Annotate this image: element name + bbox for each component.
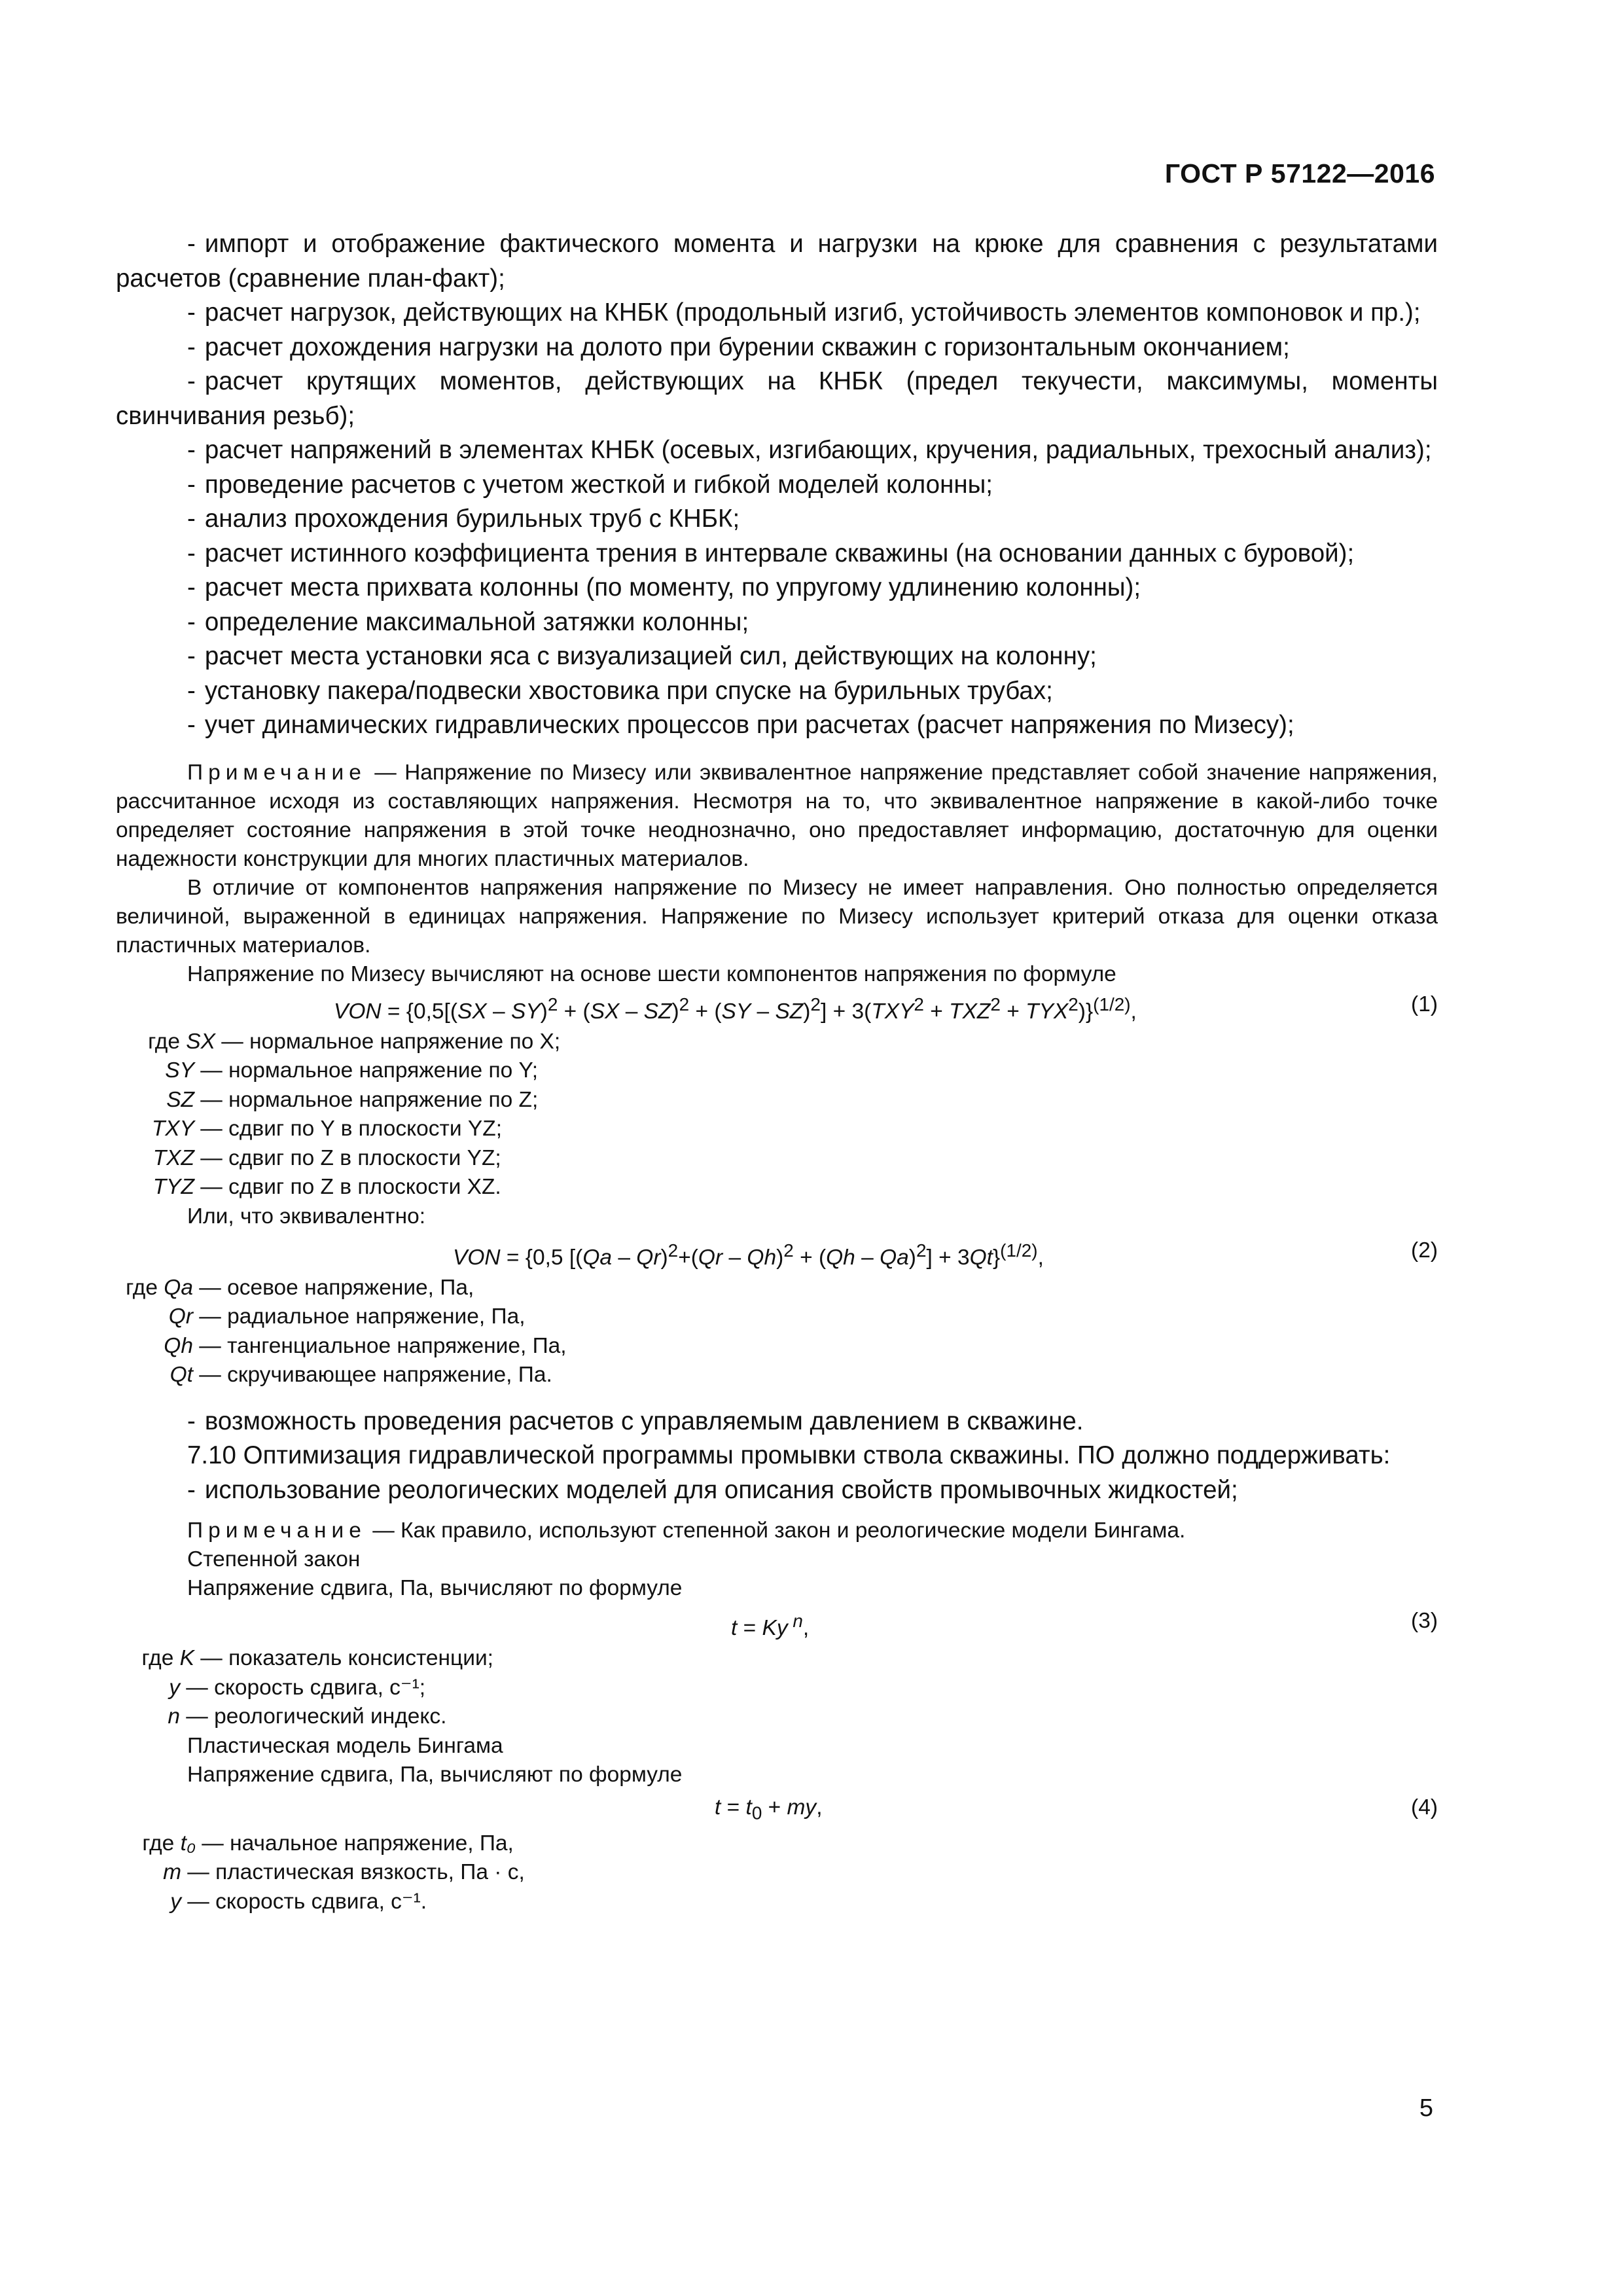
- formula-number: (3): [1411, 1609, 1438, 1634]
- formula-number: (4): [1411, 1795, 1438, 1820]
- formula-1-expression: VON = $\{0,5[(SX - SY)^2 + (SX - SZ)^2 + (SY - SZ)^2] + 3(TXY^2 + TXZ^2 + TYX^2)\}^{(1/2)}$,: [334, 994, 1137, 1024]
- definition-row: y — скорость сдвига, с⁻¹;: [169, 1675, 426, 1700]
- equivalent-text: Или, что эквивалентно:: [187, 1204, 426, 1229]
- definition-row: TXY — сдвиг по Y в плоскости YZ;: [151, 1117, 503, 1141]
- list-item: - возможность проведения расчетов с управляемым давлением в скважине.: [187, 1407, 1084, 1435]
- formula-3-definitions: [116, 1644, 1438, 1732]
- definition-row: где Qa — осевое напряжение, Па,: [126, 1275, 474, 1300]
- definition-row: SZ — нормальное напряжение по Z;: [166, 1087, 539, 1112]
- formula-3: [116, 1605, 1438, 1644]
- definition-row: TYZ — сдвиг по Z в плоскости XZ.: [152, 1175, 501, 1200]
- formula-1-definitions: [116, 1028, 1438, 1202]
- note-paragraph: Примечание — Как правило, используют степенной закон и реологические модели Бингама.: [187, 1518, 1186, 1543]
- list-item: - расчет места установки яса с визуализацией сил, действующих на колонну;: [187, 642, 1097, 670]
- definition-row: y — скорость сдвига, с⁻¹.: [170, 1889, 427, 1914]
- note-label: Примечание: [187, 760, 366, 785]
- formula-2-definitions: [116, 1274, 1438, 1390]
- list-item: - расчет истинного коэффициента трения в интервале скважины (на основании данных с буровой);: [187, 539, 1355, 567]
- definition-row: где t₀ — начальное напряжение, Па,: [142, 1831, 514, 1856]
- definition-row: Qh — тангенциальное напряжение, Па,: [164, 1333, 567, 1358]
- list-calculation-features: [116, 227, 1438, 743]
- note-paragraph: В отличие от компонентов напряжения напряжение по Мизесу не имеет направления. Оно полностью определяется величиной, выраженной в единицах напряжения. Напряжение по Мизесу использует критерий отказа для оценки отказа пластичных материалов.: [116, 875, 1438, 958]
- list-item: - расчет напряжений в элементах КНБК (осевых, изгибающих, кручения, радиальных, трехосный анализ);: [187, 436, 1432, 464]
- page-number: 5: [1419, 2094, 1433, 2122]
- formula-4: [116, 1792, 1438, 1829]
- section-7-10: 7.10 Оптимизация гидравлической программы промывки ствола скважины. ПО должно поддерживать:: [187, 1441, 1391, 1470]
- definition-row: m — пластическая вязкость, Па · с,: [163, 1860, 525, 1885]
- definition-row: Qt — скручивающее напряжение, Па.: [169, 1363, 552, 1388]
- formula-1: [116, 989, 1438, 1028]
- list-item: - расчет нагрузок, действующих на КНБК (продольный изгиб, устойчивость элементов компоновок и пр.);: [187, 298, 1421, 327]
- list-item: - импорт и отображение фактического момента и нагрузки на крюке для сравнения с результатами расчетов (сравнение план-факт);: [116, 230, 1438, 293]
- formula-2-expression: VON = {0,5 [(Qa – Qr)$^2$+(Qr – Qh)$^2$ + (Qh – Qa)$^2$] + 3Qt}$^{(1/2)}$,: [453, 1240, 1044, 1270]
- definition-row: где SX — нормальное напряжение по X;: [148, 1029, 561, 1054]
- list-item: - анализ прохождения бурильных труб с КНБК;: [187, 505, 740, 533]
- list-item: - установку пакера/подвески хвостовика при спуске на бурильных трубах;: [187, 676, 1053, 705]
- definition-row: n — реологический индекс.: [168, 1704, 447, 1729]
- formula-2: [116, 1235, 1438, 1274]
- shear-stress-text: Напряжение сдвига, Па, вычисляют по формуле: [187, 1762, 683, 1787]
- note-paragraph: Примечание — Напряжение по Мизесу или эквивалентное напряжение представляет собой значение напряжения, рассчитанное исходя из составляющих напряжения. Несмотря на то, что эквивалентное напряжение в какой-либо точке определяет состояние напряжения в этой точке неоднозначно, оно предоставляет информацию, достаточную для оценки надежности конструкции для многих пластичных материалов.: [116, 760, 1438, 871]
- bingham-heading: Пластическая модель Бингама: [187, 1733, 503, 1758]
- page-body: [116, 227, 1438, 1916]
- list-item: - расчет дохождения нагрузки на долото при бурении скважин с горизонтальным окончанием;: [187, 332, 1290, 361]
- formula-3-expression: t = Ky $^n$,: [731, 1611, 810, 1641]
- definition-row: Qr — радиальное напряжение, Па,: [168, 1304, 526, 1329]
- formula-4-definitions: [116, 1829, 1438, 1917]
- formula-number: (2): [1411, 1238, 1438, 1263]
- definition-row: где K — показатель консистенции;: [141, 1646, 493, 1671]
- formula-4-expression: $t = t_0$ + my,: [715, 1795, 823, 1823]
- list-item: - расчет крутящих моментов, действующих на КНБК (предел текучести, максимумы, моменты свинчивания резьб);: [116, 367, 1438, 430]
- formula-number: (1): [1411, 992, 1438, 1016]
- shear-stress-text: Напряжение сдвига, Па, вычисляют по формуле: [187, 1576, 683, 1601]
- list-item: - проведение расчетов с учетом жесткой и гибкой моделей колонны;: [187, 470, 993, 499]
- list-item: - расчет места прихвата колонны (по моменту, по упругому удлинению колонны);: [187, 573, 1141, 601]
- list-item: - учет динамических гидравлических процессов при расчетах (расчет напряжения по Мизесу);: [187, 711, 1294, 739]
- note-label: Примечание: [187, 1518, 366, 1543]
- standard-code-header: ГОСТ Р 57122—2016: [1164, 158, 1435, 188]
- power-law-heading: Степенной закон: [187, 1547, 361, 1572]
- list-item: - использование реологических моделей для описания свойств промывочных жидкостей;: [187, 1475, 1238, 1504]
- note-paragraph: Напряжение по Мизесу вычисляют на основе шести компонентов напряжения по формуле: [187, 961, 1116, 986]
- definition-row: TXZ — сдвиг по Z в плоскости YZ;: [152, 1145, 501, 1170]
- list-item: - определение максимальной затяжки колонны;: [187, 607, 749, 636]
- definition-row: SY — нормальное напряжение по Y;: [165, 1058, 539, 1083]
